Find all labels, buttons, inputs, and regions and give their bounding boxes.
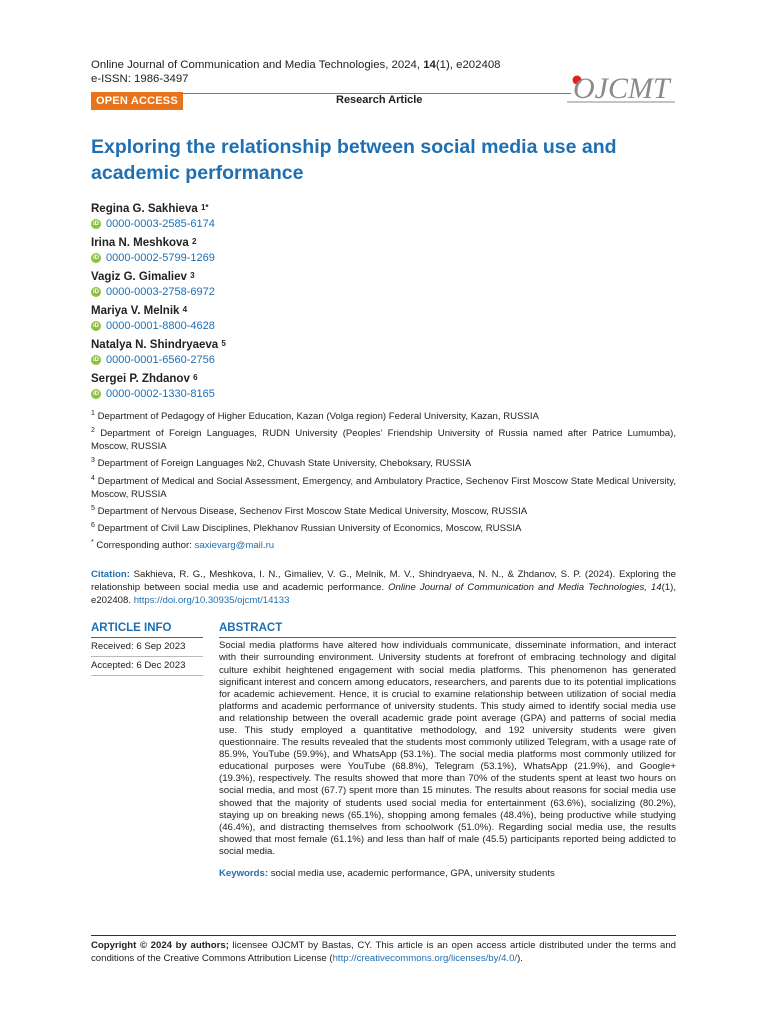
journal-logo [565, 58, 680, 128]
author-entry [91, 338, 676, 367]
affiliation-sup: 1 [91, 410, 95, 417]
open-access-badge: OPEN ACCESS [91, 92, 183, 110]
orcid-row [91, 353, 676, 367]
author-entry [91, 202, 676, 231]
orcid-link[interactable]: 0000-0002-1330-8165 [106, 388, 215, 400]
affiliation-item [91, 454, 676, 470]
affiliation-text: Department of Pedagogy of Higher Education, Kazan (Volga region) Federal University, Kazan, RUSSIA [97, 411, 539, 423]
copyright-bold: Copyright © 2024 by authors; [91, 940, 229, 951]
orcid-icon: iD [93, 323, 99, 329]
affiliation-item [91, 519, 676, 535]
author-affil-sup: 6 [193, 373, 198, 382]
author-name [91, 304, 676, 319]
author-name-text: Regina G. Sakhieva [91, 203, 198, 215]
copyright-text: licensee OJCMT by Bastas, CY. This article is an open access article distributed under the terms and conditions of the Creative Commons Attribution License ( [91, 940, 676, 964]
keywords-label: Keywords: [219, 868, 269, 879]
orcid-link[interactable]: 0000-0001-6560-2756 [106, 354, 215, 366]
author-name [91, 202, 676, 217]
author-affil-sup: 5 [221, 339, 226, 348]
eissn: e-ISSN: 1986-3497 [91, 73, 189, 85]
abstract-text: Social media platforms have altered how individuals communicate, disseminate information, and interact with their surrounding environment. University students at forefront of embracing technology and digital culture exhibit heightened engagement with social media platforms. This phenomenon has generated significant interest and concern among educators, researchers, and parents due to its potential implications for academic achievement. Hence, it is crucial to examine relationship between utilization of social media platforms and academic performance of university students. This study aimed to identify social media use and relationship between the overall academic grade point average (GPA) and patterns of social media use. This study employed a quantitative methodology, and 192 university students were given questionnaire. The results revealed that the students most commonly utilized Telegram, with a usage rate of 85.9%, YouTube (59.9%), and WhatsApp (53.1%). The social media platforms most commonly utilized for educational purposes were YouTube (68.8%), Telegram (53.1%), WhatsApp (21.9%), and Google+ (19.3%), respectively. The results showed that more than 70% of the students spent at least two hours on social media, and most (67.7) spent more than 15 minutes. The results about reasons for social media use showed that the majority of students used social media for entertainment (63.6%), socializing (80.2%), staying up on breaking news (65.1%), shopping among females (48.4%), being productive while studying (46.4%), and distracting themselves from schoolwork (51.0%). Regarding social media use, the results showed that most female (61.1%) and less than half of male (45.5) participants reported being addicted to social media. [219, 640, 676, 857]
corresponding-email-link[interactable]: saxievarg@mail.ru [194, 540, 275, 552]
affiliation-sup: 4 [91, 474, 95, 482]
orcid-link[interactable]: 0000-0001-8800-4628 [106, 320, 215, 332]
orcid-row [91, 319, 676, 333]
orcid-link[interactable]: 0000-0003-2758-6972 [106, 286, 215, 298]
affiliation-text: Department of Foreign Languages, RUDN University (Peoples’ Friendship University of Russia named after Patrice Lumumba), Moscow, RUSSIA [91, 428, 676, 453]
affiliation-sup: 5 [91, 504, 95, 512]
article-info [91, 621, 203, 676]
author-name [91, 270, 676, 285]
affiliation-text: Department of Foreign Languages №2, Chuvash State University, Cheboksary, RUSSIA [97, 458, 472, 470]
orcid-icon: iD [93, 391, 99, 397]
article-info-heading: ARTICLE INFO [91, 621, 203, 638]
orcid-link[interactable]: 0000-0003-2585-6174 [106, 218, 215, 230]
keywords [219, 868, 676, 880]
citation-issue: (1), e202408. [91, 582, 676, 607]
author-name [91, 372, 676, 387]
affiliations [91, 407, 676, 552]
affiliation-text: Department of Civil Law Disciplines, Plekhanov Russian University of Economics, Moscow, RUSSIA [97, 523, 522, 535]
abstract [219, 621, 676, 880]
keywords-text: social media use, academic performance, GPA, university students [268, 868, 555, 879]
orcid-row [91, 387, 676, 401]
affiliation-sup: 3 [91, 457, 95, 465]
affiliation-item [91, 502, 676, 518]
footer-rule [91, 935, 676, 936]
orcid-icon: iD [93, 357, 99, 363]
info-abstract-section [91, 621, 676, 921]
author-name-text: Sergei P. Zhdanov [91, 373, 190, 385]
corresponding-label: Corresponding author: [96, 540, 195, 552]
affiliation-text: Department of Nervous Disease, Sechenov First Moscow State Medical University, Moscow, RUSSIA [97, 505, 528, 517]
author-name-text: Mariya V. Melnik [91, 305, 180, 317]
orcid-row [91, 217, 676, 231]
author-affil-sup: 3 [190, 271, 195, 280]
author-entry [91, 236, 676, 265]
copyright-notice [91, 939, 676, 965]
journal-name: Online Journal of Communication and Media Technologies, 2024, [91, 59, 424, 71]
journal-issue: (1), e202408 [435, 59, 501, 71]
orcid-icon: iD [93, 255, 99, 261]
citation [91, 568, 676, 607]
article-title: Exploring the relationship between social media use and academic performance [91, 136, 617, 184]
orcid-row [91, 285, 676, 299]
orcid-icon: iD [93, 289, 99, 295]
accepted-date: Accepted: 6 Dec 2023 [91, 657, 203, 676]
author-name [91, 236, 676, 251]
orcid-link[interactable]: 0000-0002-5799-1269 [106, 252, 215, 264]
received-date: Received: 6 Sep 2023 [91, 638, 203, 657]
license-link[interactable]: http://creativecommons.org/licenses/by/4.0/ [332, 953, 518, 964]
affiliation-item [91, 472, 676, 501]
citation-journal: Online Journal of Communication and Media Technologies, 14 [388, 582, 662, 594]
author-entry [91, 270, 676, 299]
author-name [91, 338, 676, 353]
author-entry [91, 304, 676, 333]
citation-label: Citation: [91, 569, 130, 581]
journal-volume: 14 [423, 59, 436, 71]
author-name-text: Vagiz G. Gimaliev [91, 271, 187, 283]
corresponding-author [91, 536, 676, 552]
affiliation-item [91, 424, 676, 453]
author-name-text: Irina N. Meshkova [91, 237, 189, 249]
affiliation-text: Department of Medical and Social Assessment, Emergency, and Ambulatory Practice, Sechenov First Moscow State Medical University, Moscow, RUSSIA [91, 475, 677, 500]
author-affil-sup: 2 [192, 237, 197, 246]
affiliation-item [91, 407, 676, 423]
orcid-row [91, 251, 676, 265]
orcid-icon: iD [93, 221, 99, 227]
author-affil-sup: 4 [182, 305, 188, 314]
author-list [91, 202, 676, 401]
copyright-end: ). [517, 953, 523, 964]
article-page [91, 58, 676, 921]
author-entry [91, 372, 676, 401]
doi-link[interactable]: https://doi.org/10.30935/ojcmt/14133 [133, 595, 290, 607]
citation-text: Sakhieva, R. G., Meshkova, I. N., Gimaliev, V. G., Melnik, M. V., Shindryaeva, N. N., & Zhdanov, S. P. (2024). Exploring the relationship between social media use and academic performance. [91, 569, 676, 594]
logo-text: OJCMT [573, 72, 670, 105]
corresponding-sup: * [91, 539, 94, 547]
article-type: Research Article [336, 94, 423, 106]
affiliation-sup: 2 [91, 427, 95, 435]
affiliation-sup: 6 [91, 521, 95, 529]
abstract-heading: ABSTRACT [219, 621, 676, 638]
author-affil-sup: 1* [200, 203, 209, 212]
author-name-text: Natalya N. Shindryaeva [91, 339, 219, 351]
